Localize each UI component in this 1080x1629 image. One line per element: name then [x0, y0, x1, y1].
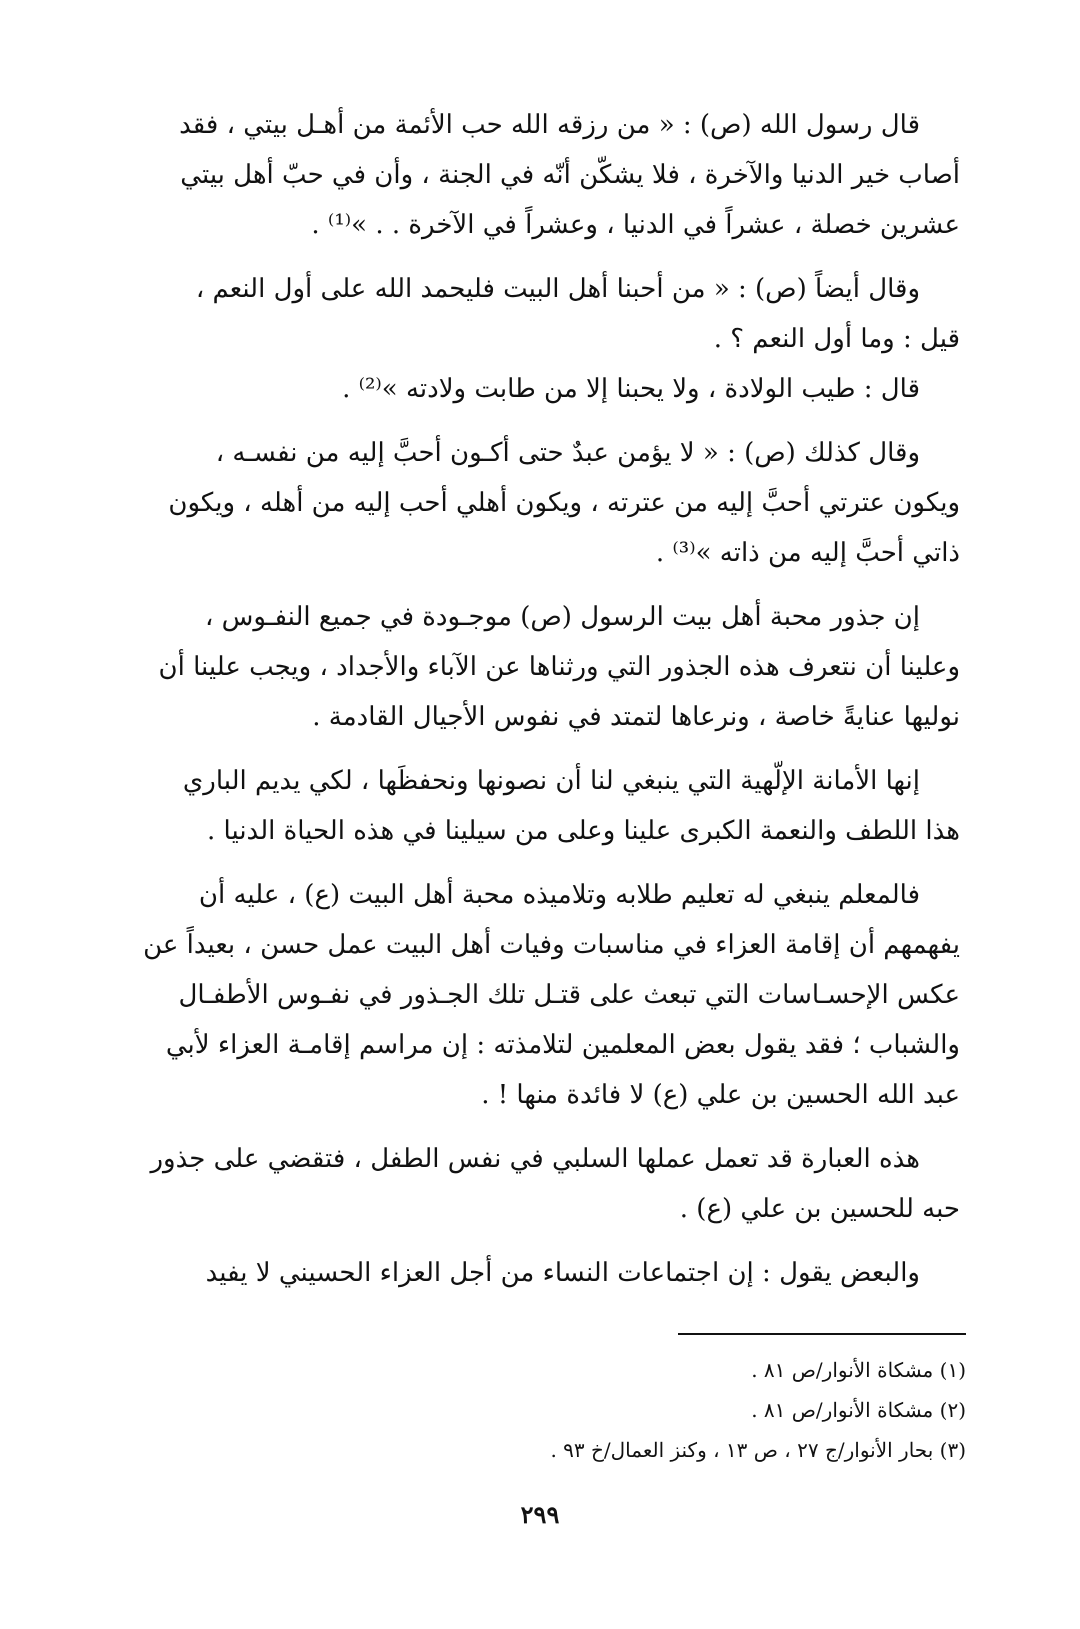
text-line: حبه للحسين بن علي (ع) . [679, 1194, 960, 1224]
text-line: هذا اللطف والنعمة الكبرى علينا وعلى من سيلينا في هذه الحياة الدنيا . [207, 816, 960, 846]
footnote-2: (٢) مشكاة الأنوار/ص ٨١ . [751, 1398, 966, 1422]
paragraph-2 [110, 264, 960, 414]
text-line: عكس الإحسـاسات التي تبعث على قتـل تلك الجـذور في نفـوس الأطفـال [178, 980, 960, 1010]
text-line: هذه العبارة قد تعمل عملها السلبي في نفس الطفل ، فتقضي على جذور [150, 1144, 920, 1174]
text-line: إنها الأمانة الإلّهية التي ينبغي لنا أن نصونها ونحفظَها ، لكي يديم الباري [182, 766, 920, 796]
text-line: إن جذور محبة أهل بيت الرسول (ص) موجـودة في جميع النفـوس ، [205, 602, 920, 632]
paragraph-6 [110, 870, 960, 1120]
footnote-divider [678, 1333, 966, 1335]
page-body [110, 100, 960, 1312]
text-line: نوليها عنايةً خاصة ، ونرعاها لتمتد في نفوس الأجيال القادمة . [312, 702, 960, 732]
text-line: قال رسول الله (ص) : « من رزقه الله حب الأئمة من أهـل بيتي ، فقد [179, 110, 920, 140]
paragraph-7 [110, 1134, 960, 1234]
text-line: وقال كذلك (ص) : « لا يؤمن عبدٌ حتى أكـون أحبَّ إليه من نفسـه ، [215, 438, 920, 468]
paragraph-1 [110, 100, 960, 250]
footnote-3: (٣) بحار الأنوار/ج ٢٧ ، ص ١٣ ، وكنز العمال/خ ٩٣ . [550, 1438, 966, 1462]
paragraph-8 [110, 1248, 960, 1298]
text-line: عبد الله الحسين بن علي (ع) لا فائدة منها ! . [481, 1080, 960, 1110]
text-line: ذاتي أحبَّ إليه من ذاته »⁽³⁾ . [655, 538, 960, 568]
text-line: ويكون عترتي أحبَّ إليه من عترته ، ويكون أهلي أحب إليه من أهله ، ويكون [168, 488, 960, 518]
paragraph-3 [110, 428, 960, 578]
text-line: عشرين خصلة ، عشراً في الدنيا ، وعشراً في الآخرة . . »⁽¹⁾ . [311, 210, 960, 240]
paragraph-5 [110, 756, 960, 856]
text-line: والبعض يقول : إن اجتماعات النساء من أجل العزاء الحسيني لا يفيد [205, 1258, 920, 1288]
text-line: قيل : وما أول النعم ؟ . [713, 324, 960, 354]
footnote-1: (١) مشكاة الأنوار/ص ٨١ . [751, 1358, 966, 1382]
text-line: يفهمهم أن إقامة العزاء في مناسبات وفيات أهل البيت عمل حسن ، بعيداً عن [143, 930, 960, 960]
text-line: وقال أيضاً (ص) : « من أحبنا أهل البيت فليحمد الله على أول النعم ، [195, 274, 920, 304]
text-line: قال : طيب الولادة ، ولا يحبنا إلا من طابت ولادته »⁽²⁾ . [342, 374, 920, 404]
text-line: وعلينا أن نتعرف هذه الجذور التي ورثناها عن الآباء والأجداد ، ويجب علينا أن [158, 652, 960, 682]
page-number: ٢٩٩ [520, 1500, 560, 1529]
footnotes [110, 1350, 966, 1470]
text-line: والشباب ؛ فقد يقول بعض المعلمين لتلامذته : إن مراسم إقامـة العزاء لأبي [165, 1030, 960, 1060]
text-line: أصاب خير الدنيا والآخرة ، فلا يشكّن أنّه في الجنة ، وأن في حبّ أهل بيتي [180, 160, 960, 190]
text-line: فالمعلم ينبغي له تعليم طلابه وتلاميذه محبة أهل البيت (ع) ، عليه أن [198, 880, 920, 910]
paragraph-4 [110, 592, 960, 742]
